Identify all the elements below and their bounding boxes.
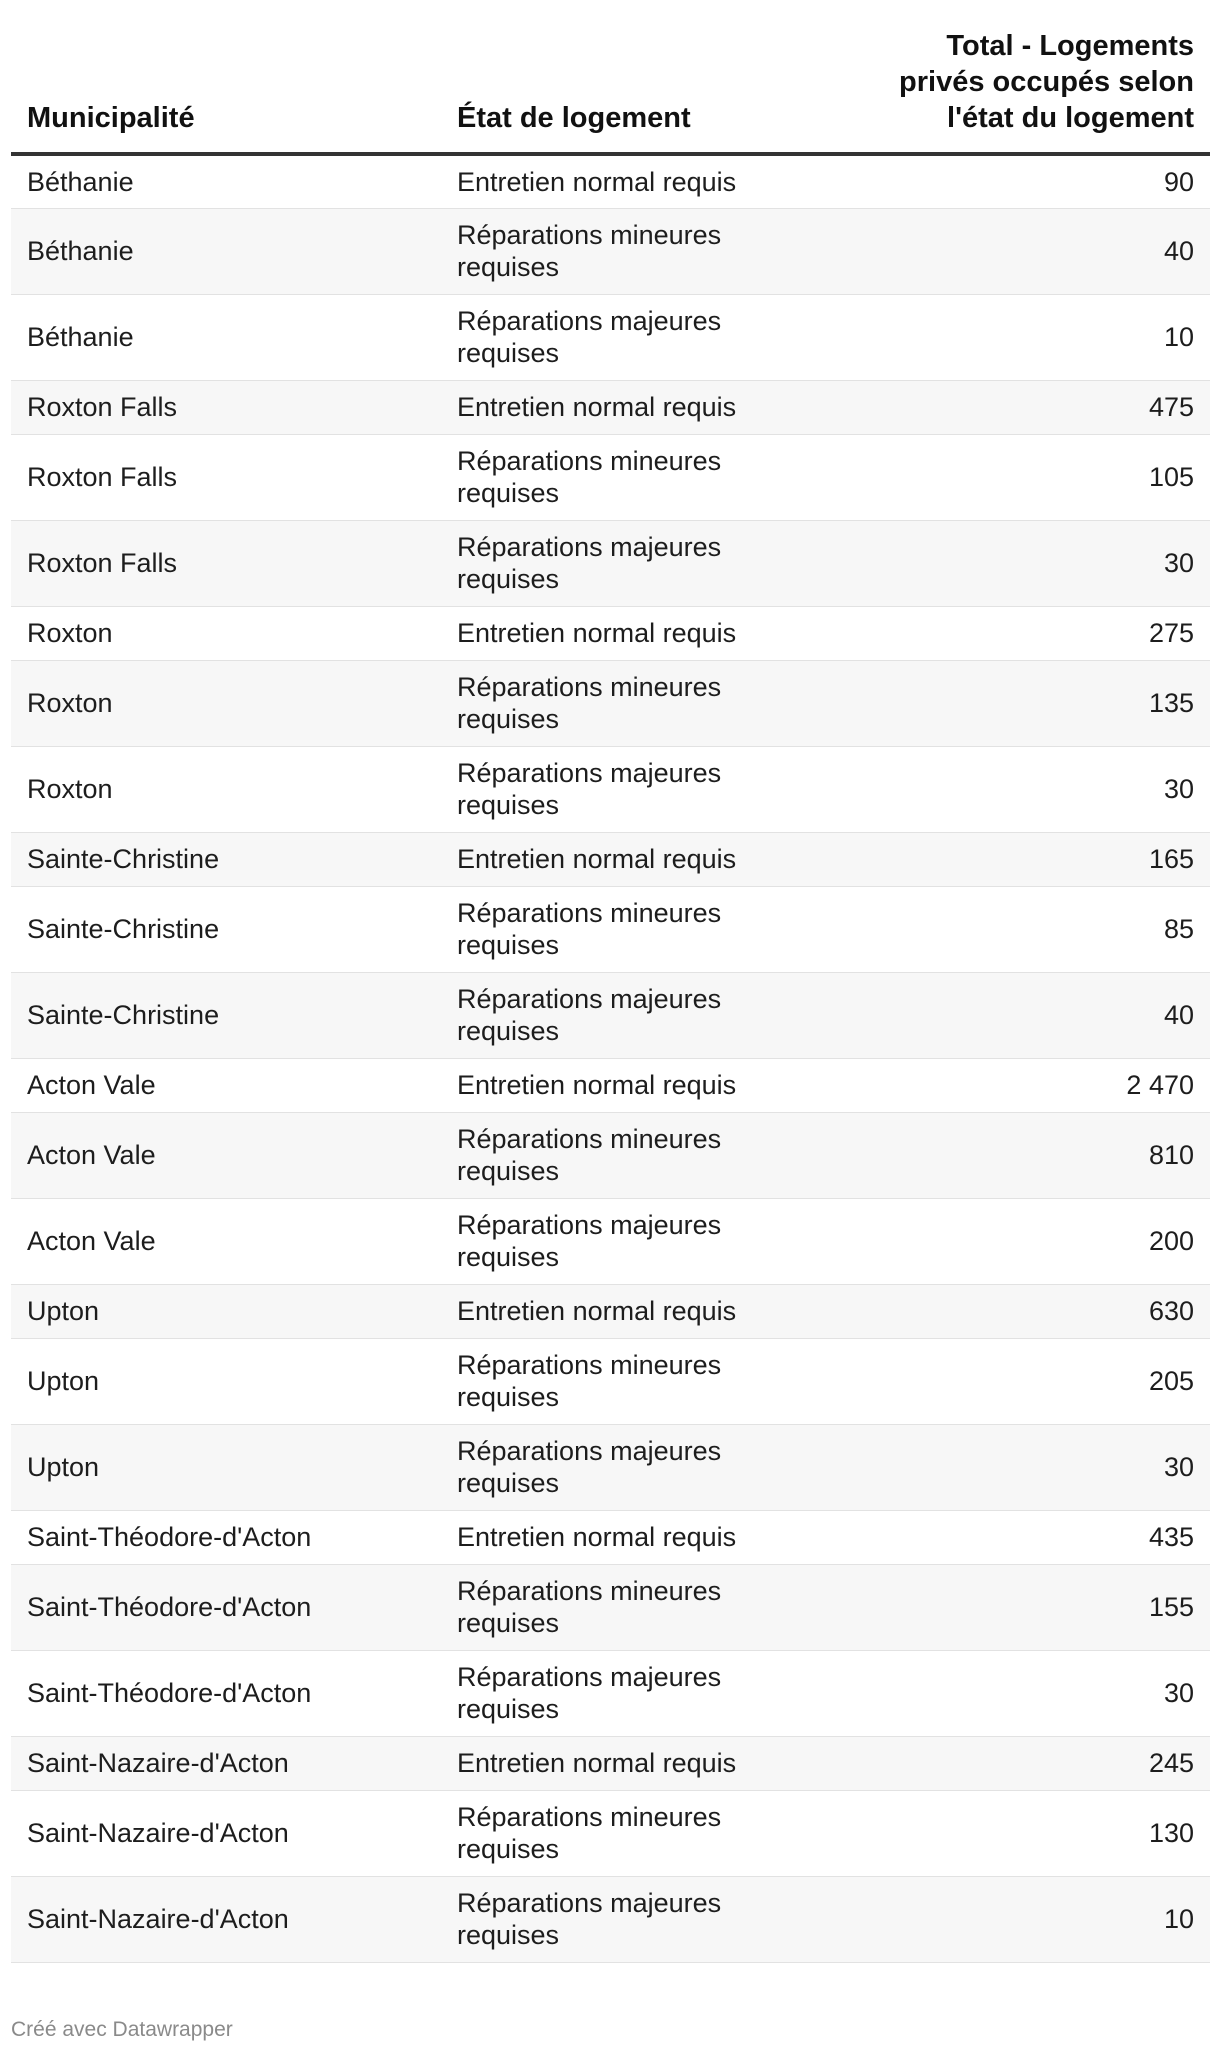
cell-etat: Réparations mineures requises xyxy=(441,208,871,294)
table-row xyxy=(11,1058,1210,1112)
cell-etat: Entretien normal requis xyxy=(441,1058,871,1112)
cell-etat: Réparations majeures requises xyxy=(441,1650,871,1736)
table-row xyxy=(11,1790,1210,1876)
cell-total: 40 xyxy=(871,972,1210,1058)
cell-etat: Réparations majeures requises xyxy=(441,1198,871,1284)
cell-municipalite: Saint-Théodore-d'Acton xyxy=(11,1650,441,1736)
cell-municipalite: Sainte-Christine xyxy=(11,832,441,886)
cell-municipalite: Roxton Falls xyxy=(11,434,441,520)
cell-etat: Entretien normal requis xyxy=(441,606,871,660)
cell-municipalite: Upton xyxy=(11,1338,441,1424)
cell-municipalite: Roxton xyxy=(11,606,441,660)
table-row xyxy=(11,1650,1210,1736)
cell-municipalite: Saint-Nazaire-d'Acton xyxy=(11,1736,441,1790)
cell-total: 200 xyxy=(871,1198,1210,1284)
data-table xyxy=(11,28,1210,1963)
cell-total: 30 xyxy=(871,520,1210,606)
cell-municipalite: Béthanie xyxy=(11,208,441,294)
cell-total: 105 xyxy=(871,434,1210,520)
cell-municipalite: Roxton Falls xyxy=(11,520,441,606)
cell-municipalite: Acton Vale xyxy=(11,1058,441,1112)
table-row xyxy=(11,660,1210,746)
datawrapper-credit: Créé avec Datawrapper xyxy=(11,2018,233,2041)
table-row xyxy=(11,208,1210,294)
cell-total: 85 xyxy=(871,886,1210,972)
table-row xyxy=(11,832,1210,886)
cell-etat: Entretien normal requis xyxy=(441,154,871,208)
cell-total: 135 xyxy=(871,660,1210,746)
cell-municipalite: Roxton xyxy=(11,660,441,746)
cell-etat: Réparations majeures requises xyxy=(441,1876,871,1962)
cell-total: 165 xyxy=(871,832,1210,886)
cell-total: 245 xyxy=(871,1736,1210,1790)
cell-total: 130 xyxy=(871,1790,1210,1876)
table-row xyxy=(11,972,1210,1058)
cell-total: 10 xyxy=(871,294,1210,380)
cell-etat: Réparations mineures requises xyxy=(441,1112,871,1198)
column-header-etat[interactable]: État de logement xyxy=(441,28,871,154)
column-header-municipalite[interactable]: Municipalité xyxy=(11,28,441,154)
cell-total: 30 xyxy=(871,1650,1210,1736)
cell-total: 90 xyxy=(871,154,1210,208)
cell-etat: Entretien normal requis xyxy=(441,380,871,434)
cell-total: 2 470 xyxy=(871,1058,1210,1112)
cell-total: 205 xyxy=(871,1338,1210,1424)
table-row xyxy=(11,1876,1210,1962)
cell-etat: Réparations mineures requises xyxy=(441,434,871,520)
table-row xyxy=(11,434,1210,520)
cell-etat: Réparations majeures requises xyxy=(441,972,871,1058)
cell-total: 30 xyxy=(871,746,1210,832)
cell-etat: Réparations majeures requises xyxy=(441,1424,871,1510)
cell-municipalite: Roxton xyxy=(11,746,441,832)
cell-total: 10 xyxy=(871,1876,1210,1962)
cell-municipalite: Upton xyxy=(11,1424,441,1510)
table-row xyxy=(11,380,1210,434)
table-row xyxy=(11,1338,1210,1424)
cell-etat: Entretien normal requis xyxy=(441,1510,871,1564)
cell-total: 810 xyxy=(871,1112,1210,1198)
cell-etat: Entretien normal requis xyxy=(441,1284,871,1338)
cell-etat: Réparations majeures requises xyxy=(441,520,871,606)
cell-etat: Réparations majeures requises xyxy=(441,746,871,832)
cell-total: 475 xyxy=(871,380,1210,434)
table-row xyxy=(11,1424,1210,1510)
cell-etat: Réparations majeures requises xyxy=(441,294,871,380)
table-row xyxy=(11,294,1210,380)
table-row xyxy=(11,1198,1210,1284)
cell-etat: Entretien normal requis xyxy=(441,1736,871,1790)
cell-total: 275 xyxy=(871,606,1210,660)
cell-municipalite: Béthanie xyxy=(11,294,441,380)
cell-total: 40 xyxy=(871,208,1210,294)
table-row xyxy=(11,886,1210,972)
table-header xyxy=(11,28,1210,154)
cell-etat: Réparations mineures requises xyxy=(441,1790,871,1876)
column-header-total[interactable]: Total - Logements privés occupés selon l'état du logement xyxy=(871,28,1210,154)
cell-total: 435 xyxy=(871,1510,1210,1564)
cell-municipalite: Acton Vale xyxy=(11,1112,441,1198)
cell-municipalite: Béthanie xyxy=(11,154,441,208)
cell-municipalite: Upton xyxy=(11,1284,441,1338)
cell-etat: Réparations mineures requises xyxy=(441,1338,871,1424)
cell-municipalite: Sainte-Christine xyxy=(11,886,441,972)
cell-total: 630 xyxy=(871,1284,1210,1338)
cell-etat: Réparations mineures requises xyxy=(441,886,871,972)
cell-total: 30 xyxy=(871,1424,1210,1510)
cell-municipalite: Sainte-Christine xyxy=(11,972,441,1058)
cell-municipalite: Saint-Nazaire-d'Acton xyxy=(11,1876,441,1962)
header-row xyxy=(11,28,1210,154)
cell-municipalite: Saint-Théodore-d'Acton xyxy=(11,1564,441,1650)
table-row xyxy=(11,154,1210,208)
cell-total: 155 xyxy=(871,1564,1210,1650)
table-row xyxy=(11,1510,1210,1564)
data-table-container xyxy=(11,28,1210,1963)
table-row xyxy=(11,1112,1210,1198)
cell-municipalite: Roxton Falls xyxy=(11,380,441,434)
cell-etat: Réparations mineures requises xyxy=(441,1564,871,1650)
cell-municipalite: Saint-Théodore-d'Acton xyxy=(11,1510,441,1564)
table-row xyxy=(11,1564,1210,1650)
table-row xyxy=(11,1284,1210,1338)
cell-etat: Réparations mineures requises xyxy=(441,660,871,746)
table-body xyxy=(11,154,1210,1962)
table-row xyxy=(11,606,1210,660)
cell-municipalite: Saint-Nazaire-d'Acton xyxy=(11,1790,441,1876)
cell-municipalite: Acton Vale xyxy=(11,1198,441,1284)
table-row xyxy=(11,746,1210,832)
cell-etat: Entretien normal requis xyxy=(441,832,871,886)
table-row xyxy=(11,1736,1210,1790)
table-row xyxy=(11,520,1210,606)
